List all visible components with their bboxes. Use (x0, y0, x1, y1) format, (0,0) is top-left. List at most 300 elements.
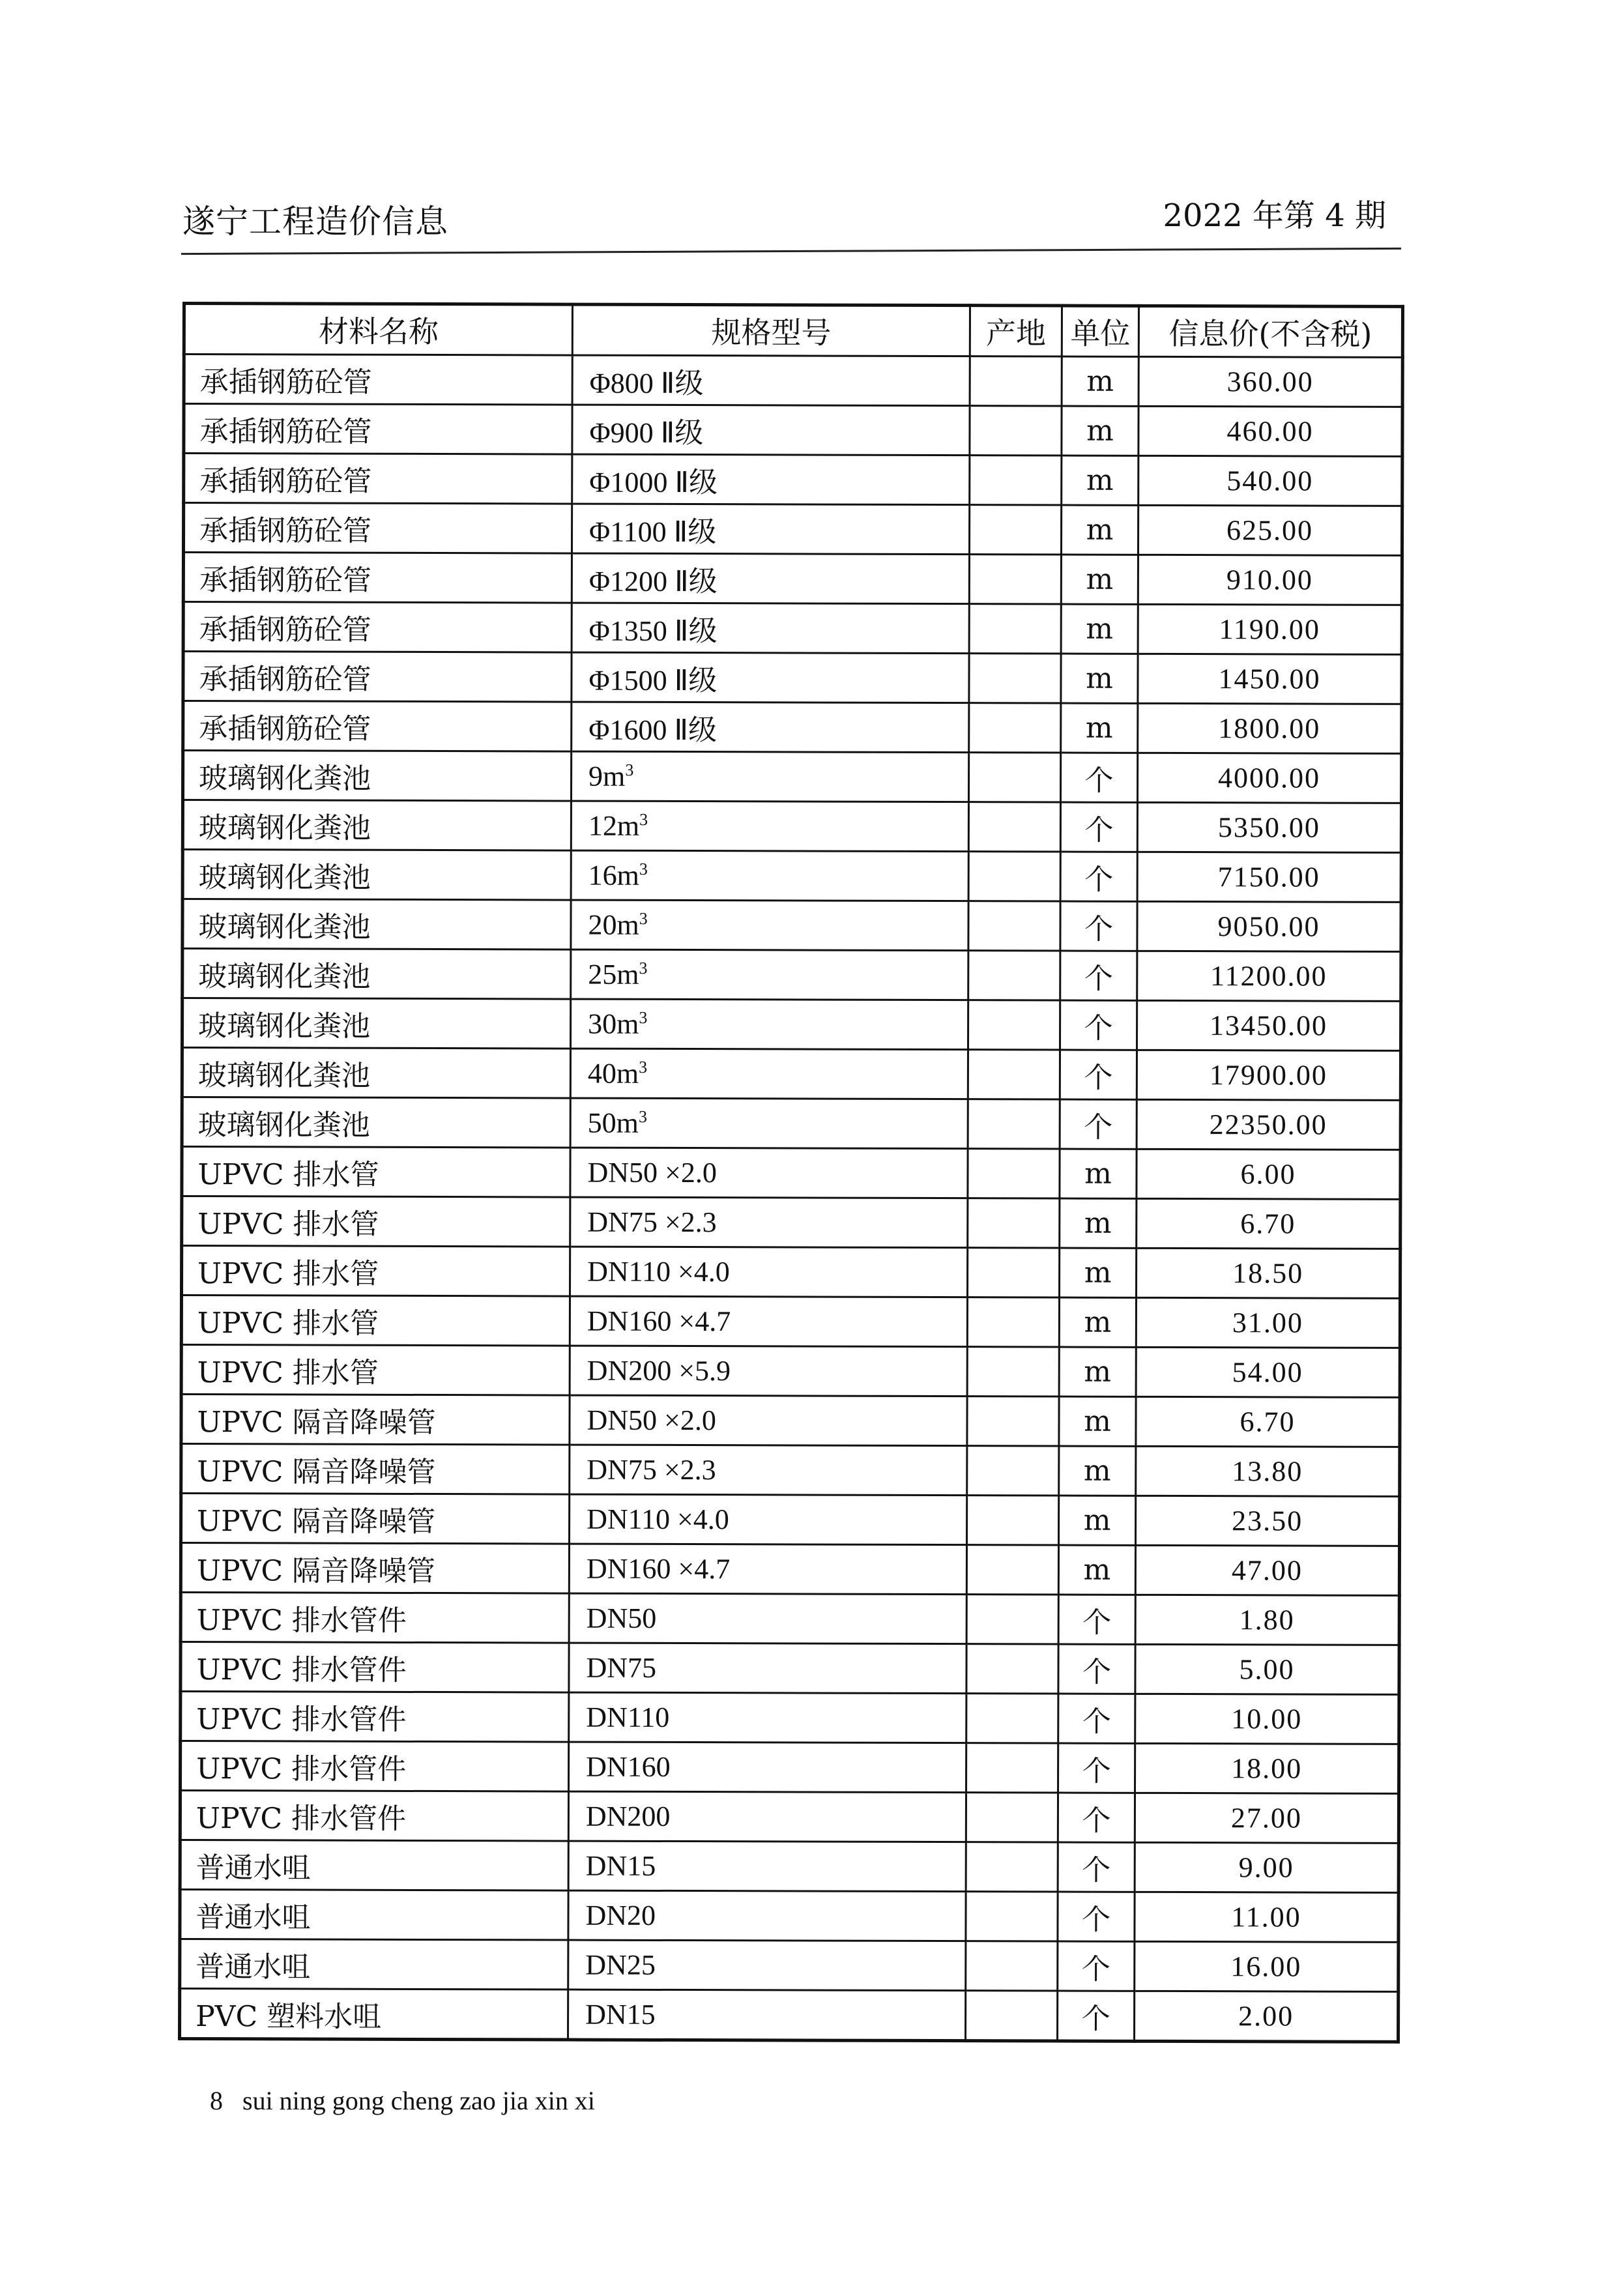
cell-material-name-text: 承插钢筋砼管 (199, 662, 371, 697)
cell-origin (966, 1941, 1058, 1991)
cell-unit (1059, 1446, 1136, 1496)
cell-unit-text: m (1083, 1454, 1111, 1488)
cell-spec-text: 40m (587, 1057, 639, 1090)
cell-spec-text: DN160 (586, 1750, 671, 1783)
cell-spec-text: DN75 ×2.3 (587, 1453, 716, 1486)
cell-material-name (183, 701, 572, 752)
cell-price-text: 16.00 (1230, 1950, 1302, 1983)
price-table (178, 302, 1404, 2044)
cell-spec-text: DN200 ×5.9 (587, 1354, 731, 1387)
cell-price-text: 22350.00 (1209, 1108, 1327, 1141)
cell-price (1135, 1743, 1399, 1793)
cell-material-name-text: 玻璃钢化粪池 (197, 1108, 370, 1142)
cell-price (1135, 1842, 1399, 1892)
cell-unit (1058, 1892, 1135, 1941)
cell-price-text: 5.00 (1239, 1653, 1295, 1686)
cell-price (1136, 1446, 1400, 1496)
table-row (184, 354, 1402, 407)
cell-spec (569, 1692, 966, 1743)
cell-material-name (181, 1741, 569, 1791)
cell-unit (1060, 802, 1137, 852)
cell-unit-text: 个 (1084, 1011, 1113, 1045)
cell-material-name-text: 玻璃钢化粪池 (198, 811, 371, 845)
cell-origin (969, 604, 1061, 654)
cell-price-text: 47.00 (1231, 1554, 1303, 1587)
cell-price (1138, 456, 1402, 506)
cell-spec (570, 1445, 967, 1496)
cell-unit-text: 个 (1084, 912, 1114, 946)
cell-material-name (180, 1840, 568, 1890)
cell-material-name-text: UPVC 排水管 (197, 1207, 379, 1241)
cell-material-name (182, 751, 571, 802)
cell-price (1137, 852, 1401, 902)
cell-spec (568, 1940, 966, 1991)
cell-unit (1060, 1248, 1137, 1297)
col-header-price: 信息价(不含税) (1138, 306, 1402, 357)
cell-price (1136, 1396, 1400, 1447)
cell-material-name (180, 1988, 568, 2040)
cell-price-text: 910.00 (1226, 564, 1313, 596)
cell-spec-text: DN110 ×4.0 (587, 1503, 729, 1536)
table-row (184, 454, 1402, 506)
cell-price-text: 13450.00 (1210, 1009, 1328, 1042)
cell-price-text: 6.70 (1240, 1208, 1296, 1240)
cell-price (1135, 1545, 1399, 1595)
cell-origin (968, 901, 1060, 951)
cell-unit-text: 个 (1081, 1952, 1110, 1986)
cell-material-name (180, 1939, 568, 1989)
cell-material-name-text: UPVC 隔音降噪管 (196, 1554, 436, 1588)
cell-price-text: 54.00 (1232, 1356, 1303, 1389)
cell-spec (571, 999, 968, 1050)
cell-spec-text: DN160 ×4.7 (586, 1552, 731, 1585)
cell-unit-text: 个 (1082, 1655, 1112, 1689)
col-header-origin: 产地 (970, 306, 1062, 356)
table-row (181, 1395, 1400, 1447)
cell-spec (572, 603, 969, 654)
cell-origin (970, 356, 1062, 406)
cell-price-text: 5350.00 (1217, 811, 1320, 844)
col-header-unit: 单位 (1062, 306, 1138, 356)
cell-material-name (180, 1790, 568, 1841)
cell-price-text: 1800.00 (1218, 712, 1321, 745)
cell-price-text: 18.50 (1232, 1257, 1304, 1290)
cell-spec-text: DN110 (586, 1701, 670, 1733)
cell-material-name-text: UPVC 排水管件 (196, 1653, 407, 1687)
cell-spec-text: 16m (588, 859, 639, 891)
cell-price-text: 6.70 (1240, 1406, 1296, 1438)
cell-material-name (182, 850, 571, 901)
cell-price (1135, 1991, 1399, 2042)
cell-unit-text: m (1086, 612, 1114, 646)
cell-unit-text: 个 (1084, 863, 1114, 897)
cell-origin (968, 1248, 1060, 1297)
page-number: 8 (210, 2086, 223, 2115)
cell-spec-text: 9m (588, 760, 626, 792)
cell-unit-text: m (1086, 661, 1113, 695)
cell-unit-text: 个 (1084, 962, 1113, 996)
cell-material-name-text: UPVC 排水管 (197, 1306, 379, 1340)
cell-spec (572, 702, 969, 753)
cell-unit (1059, 1396, 1136, 1446)
cell-material-name-text: UPVC 排水管件 (196, 1603, 407, 1638)
cell-spec-text: Φ1000 Ⅱ级 (589, 466, 718, 499)
cell-spec (572, 355, 970, 406)
cell-spec (568, 1989, 966, 2041)
cell-unit (1062, 406, 1138, 456)
cell-unit (1058, 1644, 1135, 1694)
col-header-spec: 规格型号 (572, 304, 970, 356)
cell-price-text: 625.00 (1226, 514, 1314, 547)
cell-spec (569, 1593, 966, 1644)
cell-material-name-text: 承插钢筋砼管 (199, 514, 372, 548)
cell-material-name-text: 玻璃钢化粪池 (198, 910, 371, 944)
cell-unit (1058, 1793, 1135, 1842)
superscript: 3 (625, 760, 634, 780)
cell-unit (1061, 555, 1138, 604)
cell-spec-text: DN15 (585, 1849, 656, 1882)
cell-origin (967, 1347, 1059, 1396)
cell-origin (968, 951, 1060, 1000)
cell-unit-text: m (1085, 711, 1113, 745)
cell-unit (1059, 1297, 1136, 1347)
table-row (182, 949, 1401, 1002)
cell-spec-text: 20m (588, 908, 639, 941)
cell-material-name (181, 1444, 570, 1495)
cell-unit (1062, 356, 1138, 406)
cell-price (1137, 1000, 1400, 1050)
cell-spec (568, 1841, 966, 1892)
cell-spec (569, 1643, 966, 1694)
cell-material-name-text: UPVC 隔音降噪管 (197, 1454, 436, 1489)
cell-unit (1061, 654, 1138, 703)
table-row (183, 602, 1402, 655)
cell-origin (968, 753, 1060, 802)
cell-material-name (181, 1345, 570, 1396)
cell-origin (967, 1446, 1059, 1496)
cell-unit (1061, 604, 1138, 654)
cell-material-name (182, 949, 571, 1000)
cell-price (1138, 356, 1402, 407)
table-row (183, 701, 1402, 754)
superscript: 3 (639, 1008, 648, 1028)
cell-spec-text: DN75 (586, 1651, 657, 1684)
cell-unit-text: 个 (1082, 1853, 1111, 1887)
table-row (181, 1642, 1399, 1694)
cell-unit-text: m (1086, 463, 1114, 497)
cell-price (1138, 604, 1402, 654)
table-header-row (184, 304, 1402, 358)
cell-spec (570, 1148, 968, 1198)
table-row (182, 1097, 1400, 1150)
cell-spec (570, 1494, 967, 1545)
table-row (180, 1988, 1399, 2042)
cell-unit (1060, 951, 1137, 1000)
cell-unit (1060, 1000, 1137, 1050)
cell-unit (1058, 1595, 1135, 1644)
cell-material-name (182, 800, 571, 851)
cell-spec-text: Φ1500 Ⅱ级 (588, 664, 718, 697)
cell-price-text: 360.00 (1226, 366, 1314, 398)
cell-unit-text: m (1086, 513, 1114, 547)
cell-price (1135, 1941, 1399, 1991)
cell-material-name (181, 1295, 570, 1346)
cell-spec-text: 50m (587, 1107, 639, 1139)
cell-spec-text: Φ1200 Ⅱ级 (588, 565, 718, 598)
cell-material-name (181, 1592, 569, 1643)
cell-unit-text: m (1084, 1206, 1112, 1240)
cell-unit-text: m (1084, 1305, 1112, 1339)
cell-material-name-text: UPVC 隔音降噪管 (197, 1504, 436, 1539)
cell-unit (1058, 1694, 1135, 1743)
table-row (182, 800, 1401, 853)
table-row (180, 1889, 1399, 1942)
cell-unit (1061, 505, 1138, 555)
cell-price (1138, 703, 1402, 753)
publication-title: 遂宁工程造价信息 (182, 203, 448, 240)
cell-price (1137, 1050, 1400, 1100)
cell-price-text: 4000.00 (1218, 762, 1321, 794)
cell-price-text: 10.00 (1231, 1703, 1303, 1735)
table-row (181, 1494, 1400, 1546)
cell-unit (1058, 1991, 1135, 2041)
cell-material-name (183, 602, 572, 653)
cell-price-text: 18.00 (1231, 1752, 1303, 1785)
cell-spec (569, 1544, 966, 1595)
cell-price-text: 23.50 (1232, 1505, 1303, 1537)
cell-spec (572, 652, 969, 703)
cell-material-name (181, 1691, 569, 1742)
cell-unit-text: 个 (1081, 2002, 1110, 2036)
table-row (180, 1840, 1399, 1892)
cell-spec (570, 1049, 968, 1099)
cell-price (1137, 1099, 1400, 1150)
cell-price (1137, 1198, 1400, 1249)
table-row (181, 1691, 1399, 1744)
table-row (181, 1444, 1400, 1497)
cell-origin (967, 1496, 1059, 1545)
cell-origin (967, 1297, 1059, 1347)
cell-origin (968, 1149, 1060, 1198)
cell-unit (1060, 1149, 1137, 1198)
cell-price (1137, 951, 1401, 1001)
cell-spec-text: DN15 (585, 1998, 656, 2031)
cell-origin (969, 505, 1061, 555)
cell-material-name (183, 652, 572, 702)
footer (210, 2085, 595, 2116)
cell-unit (1058, 1842, 1135, 1892)
cell-price (1136, 1297, 1400, 1348)
table-row (181, 1543, 1399, 1596)
cell-price (1135, 1892, 1399, 1942)
cell-price-text: 6.00 (1240, 1158, 1296, 1191)
cell-unit-text: m (1086, 364, 1114, 398)
cell-price-text: 7150.00 (1217, 861, 1320, 893)
col-header-name: 材料名称 (184, 304, 572, 356)
cell-spec (571, 850, 968, 901)
cell-spec (569, 1742, 966, 1793)
cell-spec (571, 949, 968, 1000)
cell-spec-text: Φ1350 Ⅱ级 (588, 615, 718, 647)
cell-price (1138, 505, 1402, 555)
cell-price-text: 31.00 (1232, 1307, 1303, 1339)
cell-origin (968, 1050, 1060, 1099)
cell-material-name-text: 承插钢筋砼管 (199, 464, 372, 499)
cell-spec (571, 801, 968, 852)
cell-price-text: 17900.00 (1209, 1059, 1327, 1092)
cell-unit (1060, 901, 1137, 951)
cell-material-name (184, 354, 572, 405)
cell-material-name-text: 玻璃钢化粪池 (198, 860, 371, 895)
cell-spec (572, 405, 970, 456)
cell-price-text: 9050.00 (1217, 910, 1320, 943)
cell-origin (966, 1991, 1058, 2041)
cell-price-text: 2.00 (1238, 2000, 1294, 2033)
cell-unit-text: m (1084, 1404, 1111, 1438)
table-row (182, 850, 1401, 903)
cell-origin (970, 406, 1062, 456)
cell-spec (571, 900, 968, 951)
cell-price-text: 1.80 (1239, 1604, 1295, 1636)
cell-material-name-text: UPVC 排水管 (197, 1256, 379, 1291)
cell-price (1137, 1149, 1400, 1199)
cell-material-name (181, 1494, 570, 1544)
cell-material-name (182, 1196, 570, 1247)
cell-unit-text: 个 (1084, 1110, 1113, 1144)
cell-material-name (182, 1097, 570, 1148)
cell-unit (1059, 1347, 1136, 1396)
cell-price (1135, 1694, 1399, 1744)
cell-origin (967, 1396, 1059, 1446)
cell-spec (572, 504, 969, 555)
cell-material-name-text: 承插钢筋砼管 (199, 563, 371, 598)
superscript: 3 (639, 810, 648, 830)
cell-material-name (184, 454, 572, 504)
cell-unit (1058, 1941, 1135, 1991)
cell-price (1137, 1248, 1400, 1298)
cell-material-name (184, 404, 572, 455)
table-row (182, 1196, 1400, 1249)
superscript: 3 (639, 909, 648, 929)
cell-spec (570, 1098, 968, 1149)
cell-material-name (182, 899, 571, 950)
cell-price (1137, 753, 1401, 803)
cell-price-text: 11200.00 (1210, 960, 1327, 992)
cell-spec-text: DN110 ×4.0 (587, 1255, 730, 1288)
cell-price-text: 540.00 (1226, 465, 1314, 497)
superscript: 3 (639, 959, 648, 978)
cell-origin (968, 802, 1060, 852)
cell-unit-text: m (1086, 414, 1114, 448)
cell-price-text: 1450.00 (1218, 663, 1321, 695)
cell-spec (571, 751, 968, 802)
cell-material-name-text: PVC 塑料水咀 (196, 1999, 382, 2034)
cell-material-name-text: 玻璃钢化粪池 (197, 1058, 370, 1093)
table-row (182, 1048, 1400, 1101)
table-row (184, 404, 1402, 457)
cell-material-name (181, 1543, 569, 1594)
superscript: 3 (639, 1058, 648, 1077)
cell-origin (966, 1793, 1058, 1842)
cell-price (1137, 901, 1401, 951)
cell-spec-text: DN20 (585, 1899, 656, 1932)
table-row (182, 998, 1401, 1051)
cell-origin (966, 1892, 1058, 1941)
cell-unit-text: m (1083, 1503, 1111, 1537)
cell-spec-text: DN200 (585, 1800, 671, 1832)
cell-price (1137, 802, 1401, 852)
cell-spec-text: DN50 ×2.0 (587, 1404, 716, 1437)
cell-material-name (180, 1889, 568, 1940)
superscript: 3 (638, 1107, 648, 1127)
cell-origin (966, 1842, 1058, 1892)
cell-spec-text: Φ1100 Ⅱ级 (589, 515, 717, 548)
cell-unit (1058, 1545, 1135, 1595)
cell-material-name-text: 承插钢筋砼管 (199, 712, 371, 746)
cell-unit (1060, 852, 1137, 901)
cell-spec-text: Φ800 Ⅱ级 (589, 367, 704, 399)
cell-spec-text: 30m (588, 1007, 639, 1040)
cell-material-name (182, 1048, 570, 1099)
table-row (180, 1939, 1399, 1991)
cell-unit (1060, 1198, 1137, 1248)
cell-unit (1061, 703, 1138, 753)
cell-origin (968, 852, 1060, 901)
cell-origin (969, 703, 1061, 753)
cell-spec (570, 1296, 967, 1347)
footer-pinyin: sui ning gong cheng zao jia xin xi (242, 2086, 596, 2115)
cell-unit-text: m (1083, 1553, 1111, 1587)
cell-spec (570, 1247, 968, 1297)
cell-spec (570, 1346, 967, 1396)
cell-price-text: 460.00 (1226, 415, 1314, 448)
cell-material-name-text: 承插钢筋砼管 (199, 365, 372, 399)
cell-unit-text: 个 (1082, 1705, 1111, 1739)
cell-origin (966, 1644, 1058, 1694)
cell-origin (968, 1099, 1060, 1149)
cell-spec-text: 25m (588, 958, 639, 991)
cell-unit-text: 个 (1082, 1606, 1112, 1640)
cell-price-text: 11.00 (1231, 1901, 1301, 1933)
cell-price (1138, 555, 1402, 605)
cell-material-name (182, 998, 571, 1049)
table-row (183, 503, 1402, 556)
cell-spec-text: DN50 ×2.0 (587, 1156, 717, 1189)
cell-price (1136, 1496, 1400, 1546)
cell-unit-text: 个 (1082, 1754, 1111, 1788)
cell-spec-text: Φ900 Ⅱ级 (589, 416, 704, 449)
cell-origin (966, 1545, 1058, 1595)
cell-spec (572, 454, 970, 505)
cell-spec (572, 553, 969, 604)
cell-unit-text: m (1084, 1157, 1112, 1191)
cell-material-name-text: 普通水咀 (196, 1900, 311, 1935)
cell-material-name-text: UPVC 排水管件 (196, 1752, 407, 1786)
cell-spec (568, 1890, 966, 1941)
superscript: 3 (639, 860, 648, 879)
cell-material-name (181, 1395, 570, 1445)
cell-material-name (183, 503, 572, 554)
cell-unit (1062, 456, 1138, 505)
cell-material-name-text: 承插钢筋砼管 (199, 414, 372, 449)
table-row (182, 1147, 1400, 1200)
cell-spec-text: 12m (588, 809, 640, 842)
cell-unit-text: 个 (1084, 813, 1114, 847)
cell-material-name-text: 承插钢筋砼管 (199, 613, 371, 647)
cell-origin (966, 1694, 1058, 1743)
cell-origin (969, 654, 1061, 703)
table-row (181, 1345, 1400, 1398)
